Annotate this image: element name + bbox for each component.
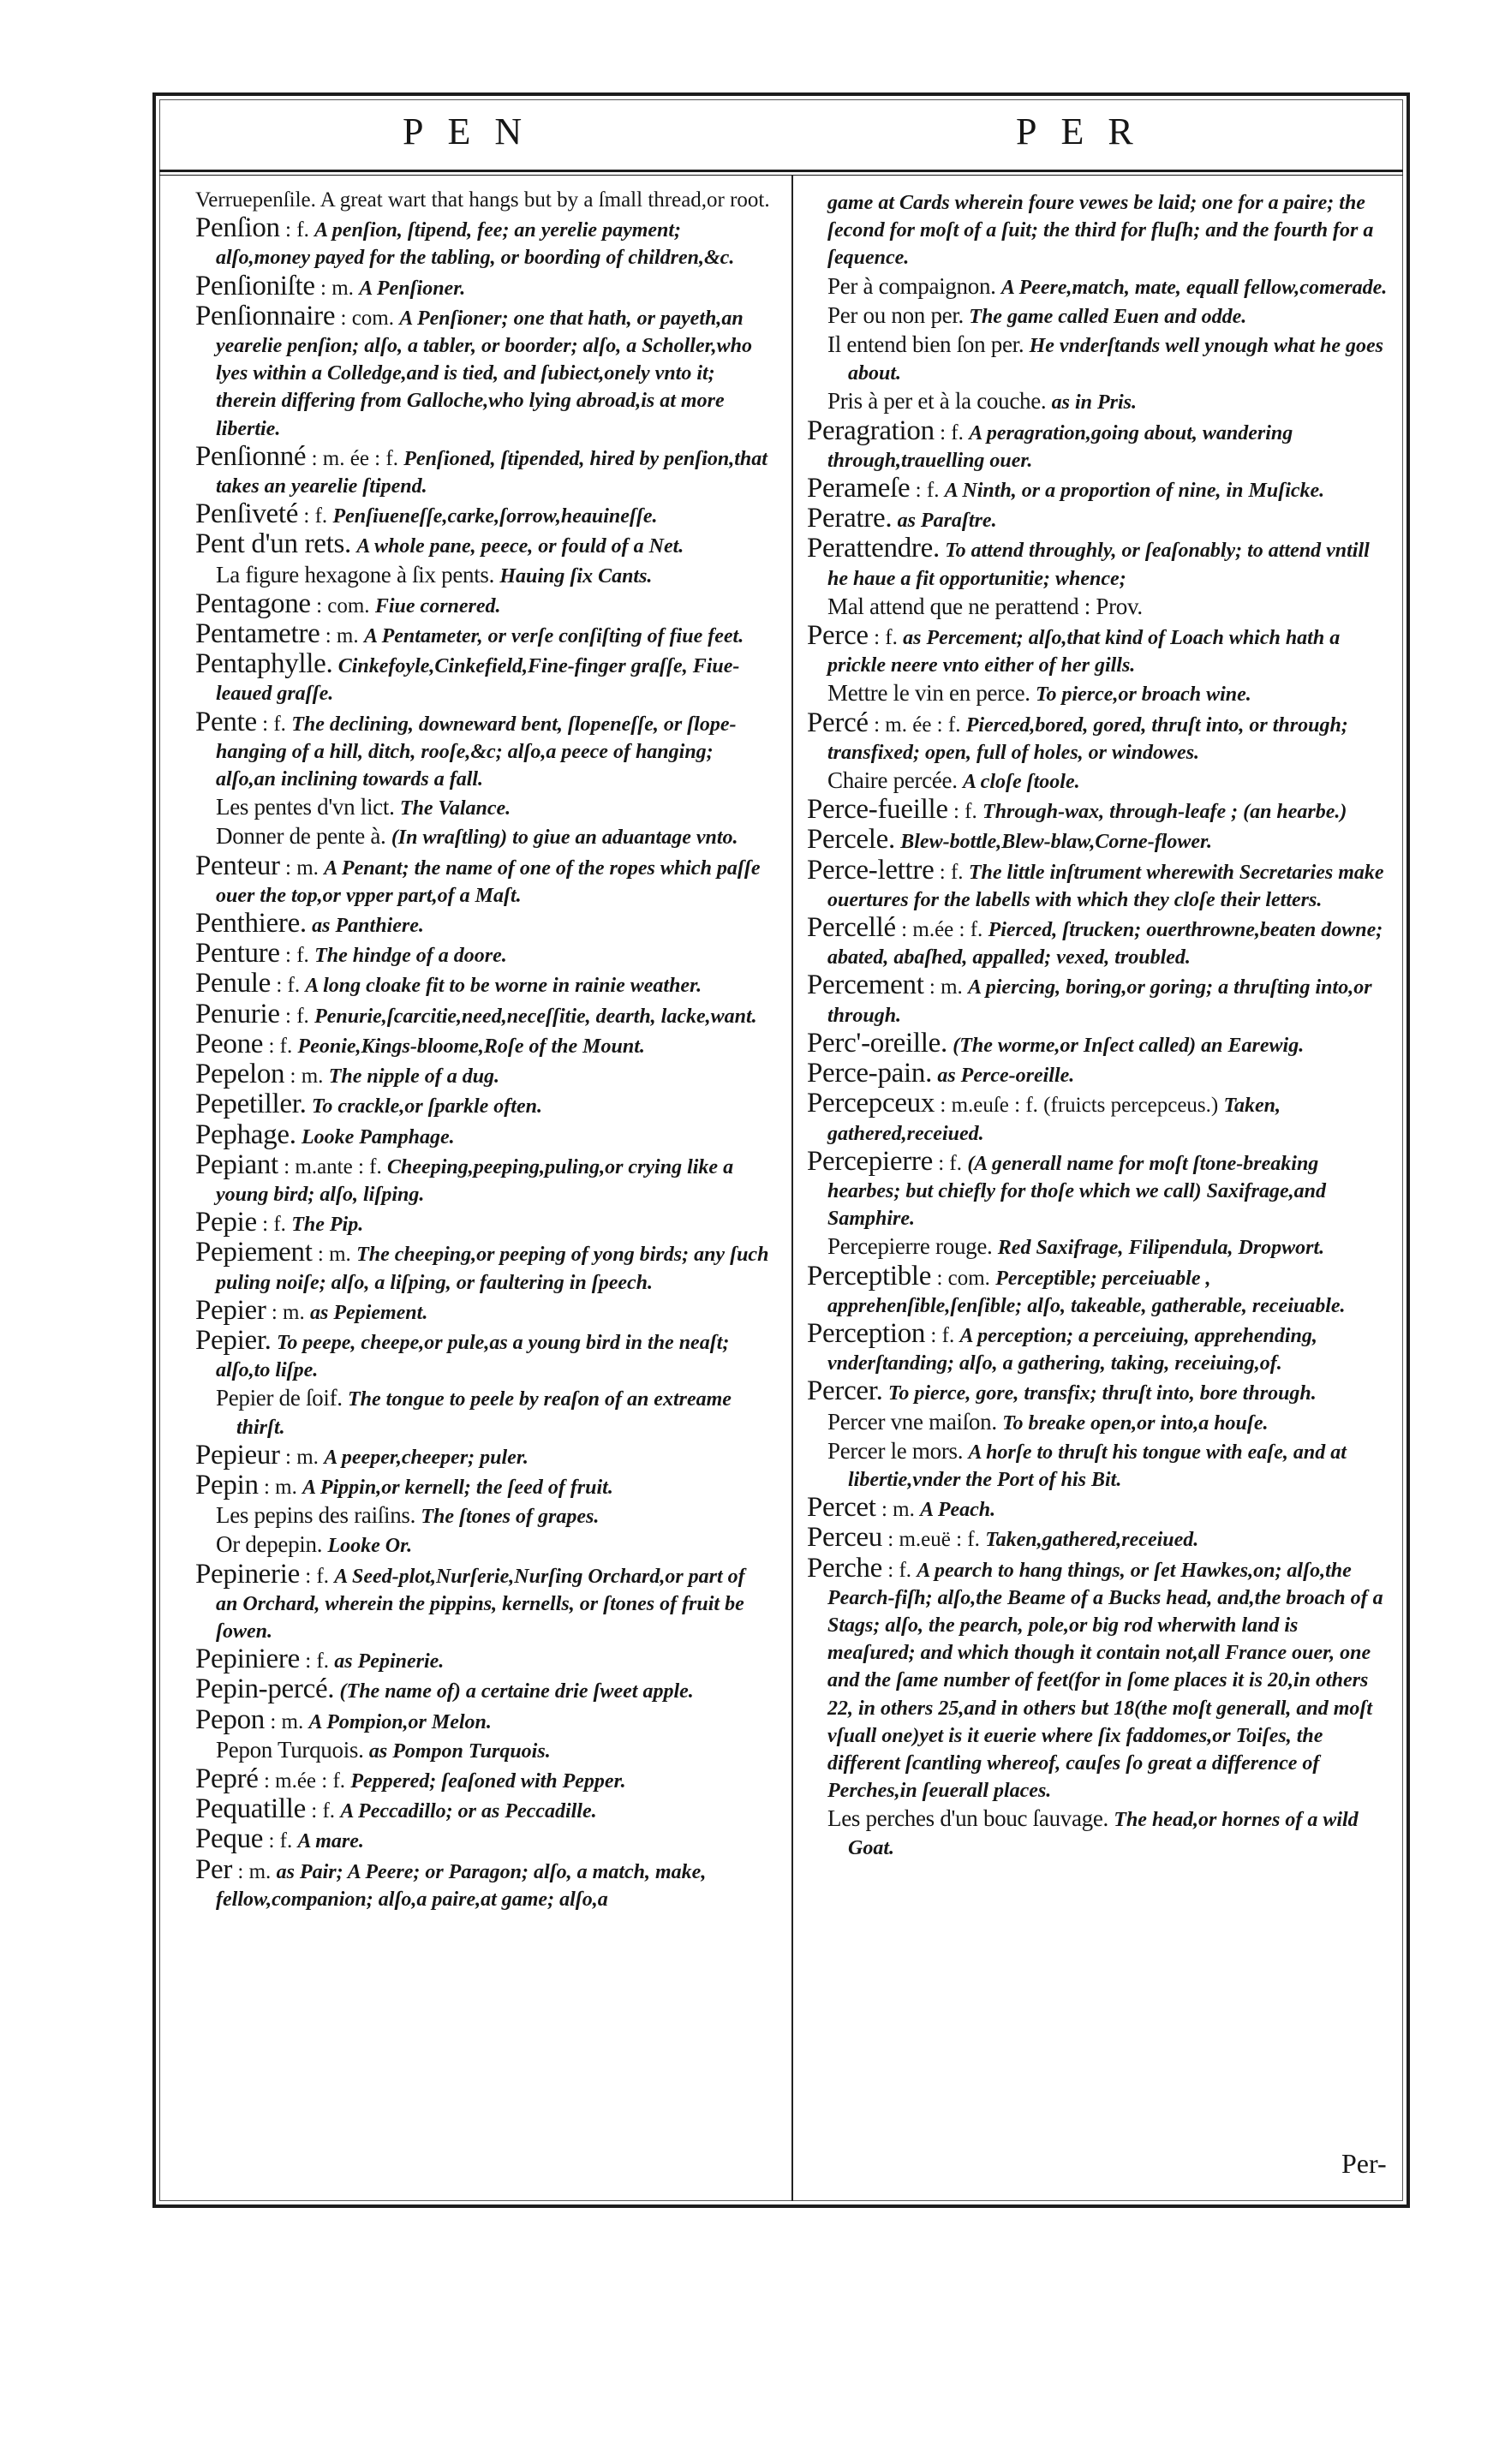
headword: Percet <box>807 1492 876 1524</box>
dictionary-entry <box>195 940 771 969</box>
dictionary-entry <box>807 914 1391 971</box>
dictionary-entry <box>807 1494 1391 1524</box>
english-definition: To peepe, cheepe,or pule,as a young bird in the neaſt; alſo,to liſpe. <box>216 1331 730 1382</box>
english-definition: as in Pris. <box>1051 391 1138 415</box>
headword: Pent d'un rets. <box>195 528 352 560</box>
english-definition: as Pair; A Peere; or Paragon; alſo, a match, make, fellow,companion; alſo,a paire,at game; alſo,a <box>216 1860 707 1911</box>
headword: Penteur <box>195 850 280 881</box>
headword: Perce-lettre <box>807 854 935 886</box>
english-definition: A penſion, ſtipend, fee; an yerelie payment; alſo,money payed for the tabling, or boording of children,&c. <box>216 219 735 270</box>
headword: Percepierre rouge. <box>827 1233 993 1260</box>
english-definition: A perception; a perceiuing, apprehending, vnderſtanding; alſo, a gathering, taking, receiuing,of. <box>827 1324 1317 1375</box>
english-definition: A Pentameter, or verſe conſiſting of fiue feet. <box>363 625 744 648</box>
dictionary-entry <box>195 620 771 650</box>
grammar-label: : f. <box>305 1650 329 1673</box>
english-definition: A pearch to hang things, or ſet Hawkes,on; alſo,the Pearch-fiſh; alſo,the Beame of a Bucks head, and,the broach of a Stags; alſo, the pearch, pole,or big rod wherwith land is meaſured; and which though it contain not,all France ouer, one and the ſame number of feet(for in ſome places it is 20,in others 22, in others 25,and in others but 18(the moſt generall, and moſt vſuall one)yet is it euerie where ſix faddomes,or Toiſes, the different ſcantling whereof, cauſes ſo great a difference of Perches,in ſeuerall places. <box>827 1559 1383 1803</box>
dictionary-entry <box>195 1238 771 1296</box>
grammar-label: : f. <box>262 712 286 736</box>
grammar-label: : m. <box>285 856 319 880</box>
dictionary-entry <box>807 1524 1391 1554</box>
sub-entry <box>195 1384 771 1441</box>
headword: Les perches d'un bouc ſauvage. <box>827 1805 1108 1832</box>
grammar-label: : f. <box>940 421 964 444</box>
headword: Penſionnaire <box>195 300 336 331</box>
english-definition: A Seed-plot,Nurſerie,Nurſing Orchard,or part of an Orchard, wherein the pippins, kernells, or ſtones of fruit be ſowen. <box>216 1565 745 1643</box>
headword: Pequatille <box>195 1793 306 1825</box>
dictionary-entry <box>195 1208 771 1238</box>
headword: Perce-fueille <box>807 794 948 826</box>
english-definition: Fiue cornered. <box>374 594 501 617</box>
english-definition: A Peccadillo; or as Peccadille. <box>340 1800 597 1823</box>
grammar-label: : f. <box>311 1799 336 1823</box>
english-definition: as Pepinerie. <box>334 1650 445 1673</box>
dictionary-entry <box>807 622 1391 679</box>
dictionary-entry <box>195 530 771 560</box>
grammar-label: : m. <box>290 1065 324 1089</box>
english-definition: Cheeping,peeping,puling,or crying like a young bird; alſo, liſping. <box>216 1155 734 1206</box>
english-definition: He vnderſtands well ynough what he goes about. <box>848 335 1383 385</box>
grammar-label: : m.euſe : f. (fruicts percepceus.) <box>940 1094 1219 1118</box>
dictionary-entry <box>195 1294 771 1327</box>
grammar-label: : f. <box>285 1004 309 1028</box>
dictionary-entry <box>195 852 771 910</box>
dictionary-entry <box>195 708 771 794</box>
dictionary-entry <box>195 214 771 271</box>
running-head-left: PEN <box>403 110 546 152</box>
sub-entry <box>807 331 1391 387</box>
english-definition: Penſioned, ſtipended, hired by penſion,that takes an yearelie ſtipend. <box>216 447 767 498</box>
english-definition: A Pompion,or Melon. <box>308 1710 492 1733</box>
english-definition: (The worme,or Inſect called) an Earewig. <box>953 1034 1305 1057</box>
sub-entry <box>807 301 1391 331</box>
english-definition: A peragration,going about, wandering through,trauelling ouer. <box>827 421 1293 472</box>
english-definition: A cloſe ſtoole. <box>963 771 1080 794</box>
english-definition: A Penſioner. <box>359 277 466 300</box>
dictionary-entry <box>195 1853 771 1913</box>
english-definition: Perceptible; perceiuable , apprehenſible,ſenſible; alſo, takeable, gatherable, receiuable. <box>827 1267 1346 1317</box>
english-definition: The Valance. <box>399 797 511 820</box>
grammar-label: : f. <box>262 1213 286 1237</box>
grammar-label: : m. <box>263 1475 297 1499</box>
headword: Peratre. <box>807 503 893 534</box>
headword: Percer vne maiſon. <box>827 1408 997 1435</box>
headword: Les pentes d'vn lict. <box>216 794 395 820</box>
headword: Percepierre <box>807 1145 933 1177</box>
grammar-label: : f. <box>915 479 940 503</box>
dictionary-entry <box>195 969 771 999</box>
headword: La figure hexagone à ſix pents. <box>216 561 495 588</box>
headword: Pepon Turquois. <box>216 1736 364 1763</box>
grammar-label: : m. <box>270 1709 304 1733</box>
dictionary-entry <box>807 826 1391 856</box>
english-definition: The game called Euen and odde. <box>969 305 1247 328</box>
dictionary-entry <box>195 1121 771 1151</box>
grammar-label: : f. <box>276 974 301 998</box>
dictionary-entry <box>195 1324 771 1384</box>
sub-entry <box>807 387 1391 416</box>
dictionary-entry <box>195 302 771 443</box>
headword: Perc'-oreille. <box>807 1027 947 1059</box>
english-definition: Taken,gathered,receiued. <box>985 1529 1199 1552</box>
grammar-label: : f. <box>303 504 328 528</box>
headword: Chaire percée. <box>827 767 958 794</box>
headword: Percé <box>807 707 869 738</box>
dictionary-entry <box>195 1675 771 1705</box>
grammar-label: : f. <box>268 1034 293 1058</box>
dictionary-entry <box>195 500 771 530</box>
headword: Pentagone <box>195 588 311 619</box>
english-definition: A Peach. <box>920 1499 996 1522</box>
headword: Peque <box>195 1823 264 1855</box>
headword: Pris à per et à la couche. <box>827 388 1047 415</box>
dictionary-entry <box>195 1441 771 1471</box>
headword: Peragration <box>807 415 935 446</box>
headword: Percement <box>807 969 924 1001</box>
grammar-label: : f. <box>305 1564 329 1588</box>
dictionary-entry <box>195 1645 771 1675</box>
headword: Perce-pain. <box>807 1058 933 1089</box>
dictionary-entry <box>807 1262 1391 1320</box>
grammar-label: : f. <box>285 944 309 968</box>
english-definition: The Pip. <box>291 1214 364 1237</box>
dictionary-entry <box>195 650 771 707</box>
grammar-label: : m. ée : f. <box>311 446 398 470</box>
english-definition: The ſtones of grapes. <box>421 1506 600 1529</box>
sub-entry <box>807 767 1391 796</box>
english-definition: To pierce,or broach wine. <box>1036 683 1251 707</box>
headword: Perceptible <box>807 1260 932 1292</box>
grammar-label: : com. <box>316 594 370 617</box>
dictionary-entry <box>807 1145 1391 1233</box>
headword: Donner de pente à. <box>216 823 386 850</box>
english-definition: as Pompon Turquois. <box>368 1739 551 1763</box>
grammar-label: : m. <box>271 1300 305 1324</box>
dictionary-entry <box>807 534 1391 592</box>
headword: Pepré <box>195 1763 259 1794</box>
sub-entry <box>807 1437 1391 1494</box>
english-definition: A Pippin,or kernell; the ſeed of fruit. <box>302 1476 613 1499</box>
headword: Mettre le vin en perce. <box>827 680 1030 707</box>
headword: Peone <box>195 1028 264 1059</box>
sub-entry <box>195 561 771 590</box>
dictionary-entry <box>195 1000 771 1030</box>
headword: Percepceux <box>807 1088 935 1119</box>
english-definition: A long cloake fit to be worne in rainie weather. <box>305 975 702 998</box>
dictionary-entry <box>807 709 1391 767</box>
dictionary-entry <box>195 272 771 302</box>
headword: Perameſe <box>807 473 911 504</box>
dictionary-entry <box>807 1377 1391 1407</box>
grammar-label: : m. ée : f. <box>874 713 961 737</box>
headword: Il entend bien ſon per. <box>827 331 1024 358</box>
headword: Per <box>195 1853 233 1885</box>
grammar-label: : m. <box>320 276 354 300</box>
english-definition: game at Cards wherein foure vewes be laid; one for a paire; the ſecond for moſt of a ſuit; the third for fluſh; and the fourth for a ſequence. <box>827 192 1374 270</box>
sub-entry <box>195 1501 771 1530</box>
grammar-label: : f. <box>887 1558 912 1582</box>
headword: Perche <box>807 1552 882 1584</box>
sub-entry <box>195 822 771 851</box>
english-definition: The little inſtrument wherewith Secretaries make ouertures for the labells with which they cloſe their letters. <box>827 861 1384 911</box>
headword: Pepiniere <box>195 1644 300 1675</box>
dictionary-entry <box>195 1471 771 1501</box>
english-definition: as Paraſtre. <box>897 510 997 533</box>
english-definition: (The name of) a certaine drie ſweet apple. <box>339 1680 694 1703</box>
grammar-label: : m. <box>317 1243 351 1267</box>
headword: Pentametre <box>195 618 320 650</box>
grammar-label: : f. <box>953 800 977 824</box>
headword: Penule <box>195 968 272 999</box>
sub-entry <box>807 272 1391 301</box>
dictionary-entry <box>195 1765 771 1795</box>
headword: Per à compaignon. <box>827 272 996 299</box>
english-definition: The declining, downeward bent, ſlopeneſſe, or ſlope-hanging of a hill, ditch, rooſe,&c; alſo,a peece of hanging; alſo,an inclining towards a fall. <box>216 713 737 791</box>
dictionary-entry <box>195 440 771 500</box>
english-definition: The nipple of a dug. <box>328 1065 500 1089</box>
left-column <box>195 187 771 2182</box>
grammar-label: : com. <box>340 306 394 330</box>
english-definition: The cheeping,or peeping of yong birds; any ſuch puling noiſe; alſo, a liſping, or faultering in ſpeech. <box>216 1244 769 1294</box>
english-definition: Peppered; ſeaſoned with Pepper. <box>350 1769 626 1793</box>
english-definition: Looke Pamphage. <box>301 1125 455 1148</box>
headword: Pente <box>195 706 257 737</box>
right-column <box>807 187 1391 2182</box>
headword: Pepier de ſoif. <box>216 1385 343 1411</box>
headword: Pepin-percé. <box>195 1673 335 1705</box>
dictionary-entry <box>807 504 1391 534</box>
english-definition: Penurie,ſcarcitie,need,neceſſitie, dearth, lacke,want. <box>314 1005 757 1028</box>
headword: Penſion <box>195 212 280 244</box>
headword: Perceu <box>807 1522 882 1554</box>
dictionary-entry <box>807 856 1391 914</box>
headword: Penſioniſte <box>195 270 315 301</box>
headword: Pepiant <box>195 1148 278 1180</box>
grammar-label: : m. <box>881 1498 915 1522</box>
headword: Pepieur <box>195 1439 280 1471</box>
english-definition: The hindge of a doore. <box>314 945 507 968</box>
english-definition: Through-wax, through-leafe ; (an hearbe.) <box>982 801 1347 824</box>
headword: Pephage. <box>195 1119 296 1150</box>
grammar-label: : m.euë : f. <box>887 1528 980 1552</box>
dictionary-entry <box>195 590 771 620</box>
dictionary-entry <box>807 1029 1391 1059</box>
dictionary-entry <box>195 1030 771 1060</box>
headword: Perce <box>807 620 869 652</box>
english-definition: Red Saxifrage, Filipendula, Dropwort. <box>997 1237 1325 1260</box>
headword: Pepetiller. <box>195 1089 307 1120</box>
headword: Or depepin. <box>216 1531 323 1558</box>
sub-entry <box>195 793 771 822</box>
headword: Penthiere. <box>195 908 307 940</box>
headword: Penſionné <box>195 440 307 472</box>
dictionary-entry <box>195 1560 771 1646</box>
english-definition: as Panthiere. <box>312 915 424 938</box>
english-definition: A Peere,match, mate, equall fellow,comerade. <box>1000 276 1388 299</box>
sub-entry <box>807 1232 1391 1262</box>
english-definition: A Penſioner; one that hath, or payeth,an yearelie penſion; alſo, a tabler, or boorder; alſo, a Scholler,who lyes within a Colledge,and is tied, and ſubiect,onely vnto it; therein differing from Galloche,who lying abroad,is at more libertie. <box>216 307 752 440</box>
dictionary-entry <box>807 1554 1391 1805</box>
grammar-label: : m.ée : f. <box>263 1769 346 1793</box>
dictionary-entry <box>807 187 1391 272</box>
catchword: Per- <box>1341 2148 1387 2179</box>
headword: Pepinerie <box>195 1558 300 1590</box>
headword: Pentaphylle. <box>195 648 333 680</box>
english-definition: Cinkefoyle,Cinkefield,Fine-finger graſſe, Fiue-leaued graſſe. <box>216 655 740 706</box>
headword: Pepin <box>195 1469 259 1500</box>
grammar-label: : f. <box>285 218 309 242</box>
headword: Perattendre. <box>807 533 940 564</box>
english-definition: Looke Or. <box>327 1535 413 1558</box>
dictionary-entry <box>195 1148 771 1208</box>
english-definition: The tongue to peele by reaſon of an extreame thirſt. <box>236 1388 732 1439</box>
grammar-label: : f. <box>930 1323 955 1347</box>
headword: Percer. <box>807 1375 883 1407</box>
english-definition: Pierced, ſtrucken; ouerthrowne,beaten downe; abated, abaſhed, appalled; vexed, troubled. <box>827 919 1383 969</box>
english-definition: as Percement; alſo,that kind of Loach which hath a prickle neere vnto either of her gills. <box>827 627 1341 677</box>
english-definition: (In wraſtling) to giue an aduantage vnto. <box>391 826 738 850</box>
headword: Pepon <box>195 1703 266 1735</box>
english-definition: To pierce, gore, transfix; thruſt into, bore through. <box>887 1382 1317 1405</box>
headword: Penture <box>195 938 280 969</box>
english-definition: Hauing ſix Cants. <box>499 564 653 588</box>
grammar-label: : m. <box>237 1859 272 1883</box>
headword: Pepiement <box>195 1237 313 1268</box>
grammar-label: : f. <box>874 626 898 650</box>
headword: Per ou non per. <box>827 301 964 328</box>
headword: Les pepins des raiſins. <box>216 1502 416 1529</box>
dictionary-entry <box>807 417 1391 474</box>
headword: Percer le mors. <box>827 1437 964 1464</box>
dictionary-entry <box>195 1795 771 1825</box>
sub-entry <box>195 1736 771 1765</box>
english-definition: (A generall name for moſt ſtone-breaking hearbes; but chiefly for thoſe which we call) Saxifrage,and Samphire. <box>827 1152 1326 1231</box>
headword: Percellé <box>807 912 896 944</box>
dictionary-entry <box>807 971 1391 1029</box>
sub-entry <box>807 593 1391 622</box>
dictionary-entry <box>195 1703 771 1736</box>
english-definition: A Ninth, or a proportion of nine, in Muſicke. <box>944 480 1325 503</box>
english-definition: as Perce-oreille. <box>937 1065 1075 1088</box>
running-head-right: PER <box>1016 110 1157 152</box>
dictionary-entry <box>195 910 771 940</box>
grammar-label: : f. <box>268 1829 293 1853</box>
headword: Perception <box>807 1317 926 1349</box>
english-definition: Peonie,Kings-bloome,Roſe of the Mount. <box>297 1035 645 1058</box>
dictionary-entry <box>807 1089 1391 1147</box>
dictionary-entry <box>807 1059 1391 1089</box>
grammar-label: : m.ante : f. <box>284 1154 382 1178</box>
dictionary-entry <box>807 474 1391 504</box>
english-definition: Blew-bottle,Blew-blaw,Corne-flower. <box>900 831 1213 854</box>
english-definition: A Penant; the name of one of the ropes which paſſe ouer the top,or vpper part,of a Maſt. <box>216 856 761 907</box>
grammar-label: : m. <box>325 624 359 648</box>
grammar-label: : f. <box>938 1151 963 1175</box>
grammar-label: : m. <box>929 975 963 999</box>
dictionary-entry <box>807 796 1391 826</box>
headword: Pepie <box>195 1207 257 1238</box>
column-divider <box>791 175 793 2201</box>
headword: Mal attend que ne perattend : Prov. <box>827 593 1143 619</box>
grammar-label: : f. <box>939 860 964 884</box>
english-definition: A peeper,cheeper; puler. <box>324 1446 529 1469</box>
english-definition: Taken, gathered,receiued. <box>827 1095 1281 1145</box>
headword: Pepier <box>195 1294 266 1326</box>
english-definition: To breake open,or into,a houſe. <box>1002 1411 1269 1435</box>
english-definition: Penſiueneſſe,carke,ſorrow,heauineſſe. <box>332 505 658 528</box>
dictionary-entry <box>195 1825 771 1855</box>
sub-entry <box>807 679 1391 708</box>
header-rule <box>159 170 1403 176</box>
english-definition: as Pepiement. <box>310 1301 428 1324</box>
headword: Penſiveté <box>195 498 299 530</box>
sub-entry <box>807 1805 1391 1861</box>
headword: Penurie <box>195 998 280 1029</box>
grammar-label: : m.ée : f. <box>901 918 983 942</box>
dictionary-entry <box>195 1090 771 1120</box>
english-definition: A mare. <box>297 1830 364 1853</box>
headword: Pepier. <box>195 1324 272 1356</box>
sub-entry <box>807 1408 1391 1437</box>
dictionary-entry <box>807 1317 1391 1377</box>
grammar-label: : com. <box>936 1266 990 1290</box>
headword: Percele. <box>807 824 895 856</box>
english-definition: A whole pane, peece, or fould of a Net. <box>356 535 684 558</box>
headword: Pepelon <box>195 1059 285 1090</box>
english-definition: Pierced,bored, gored, thruſt into, or through; transfixed; open, full of holes, or windowes. <box>827 713 1348 764</box>
english-definition: To crackle,or ſparkle often. <box>311 1095 542 1119</box>
grammar-label: : m. <box>285 1445 319 1469</box>
entry-text: Verruepenſile. A great wart that hangs but by a ſmall thread,or root. <box>195 188 770 212</box>
dictionary-entry <box>195 187 771 214</box>
english-definition: To attend throughly, or ſeaſonably; to attend vntill he haue a fit opportunitie; whence; <box>827 540 1370 590</box>
english-definition: A horſe to thruſt his tongue with eaſe, and at libertie,vnder the Port of his Bit. <box>848 1441 1347 1491</box>
english-definition: A piercing, boring,or goring; a thruſting into,or through. <box>827 976 1372 1027</box>
sub-entry <box>195 1530 771 1560</box>
english-definition: The head,or hornes of a wild Goat. <box>848 1809 1359 1859</box>
dictionary-entry <box>195 1060 771 1090</box>
